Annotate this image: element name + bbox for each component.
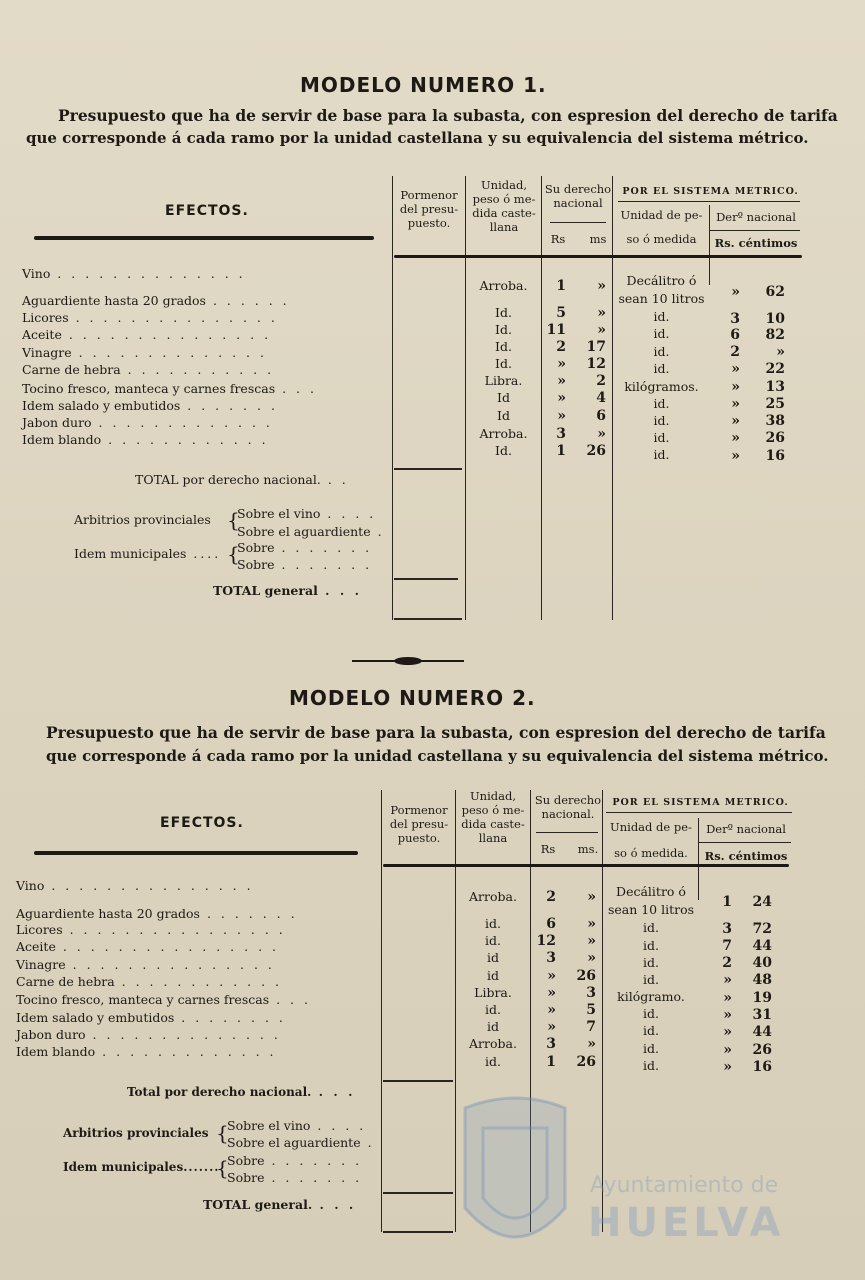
model-2-col-divider [381,790,382,1232]
model-2-rs-cell: » [547,1002,556,1018]
model-2-title: MODELO NUMERO 2. [289,686,536,710]
brace-icon: { [216,1121,229,1145]
model-2-final-rule [383,1231,453,1233]
model-1-mcent-cell: 13 [765,379,785,395]
model-1-ms-cell: » [597,305,606,321]
model-1-total-general: TOTAL general . . . [213,583,362,598]
model-2-metric-cell: id. [643,1006,659,1021]
model-2-unidad-cell: id. [485,916,501,931]
model-1-header-bottom-rule [394,255,802,258]
model-1-col-divider [392,176,393,620]
model-1-unidad-cell: Libra. [484,373,523,388]
list-item: Licores . . . . . . . . . . . . . . . . [16,922,286,937]
suderecho-line: nacional. [541,807,595,821]
model-2-mrs-cell: » [723,1042,732,1058]
model-2-sobre-vino: Sobre el vino . . . . [227,1118,367,1133]
model-2-ms-cell: 3 [586,985,596,1001]
model-2-mrs-cell: 3 [722,921,732,937]
model-2-mcent-cell: 48 [752,972,772,988]
list-item: Carne de hebra . . . . . . . . . . . [22,362,275,377]
model-2-mcent-cell: 24 [752,894,772,910]
model-2-rs-cell: 2 [546,889,556,905]
model-1-unidad-cell: Id. [495,443,512,458]
model-1-unidad-cell: Id [497,390,510,405]
model-2-unidad-cell: Arroba. [469,889,517,904]
model-1-suderecho-rule [550,222,606,223]
model-2-arbitrios: Arbitrios provinciales [63,1126,209,1140]
model-1-rs-cell: 11 [546,322,566,338]
pormenor-line: Pormenor [390,803,448,817]
model-1-unidad-header [467,178,541,234]
list-item: Idem blando . . . . . . . . . . . . [22,432,269,447]
suderecho-line: Su derecho [534,793,602,807]
model-2-header-rule [34,851,358,855]
model-2-rs-cell: 3 [546,1036,556,1052]
unidad-line: Unidad, [480,178,527,192]
model-2-ms-header: ms. [577,842,599,856]
model-1-rs-cell: » [557,356,566,372]
model-1-metric-cell: sean 10 litros [618,291,705,306]
list-item: Idem salado y embutidos . . . . . . . [22,398,278,413]
list-item: Jabon duro . . . . . . . . . . . . . [22,415,273,430]
model-2-metric-cell: id. [643,972,659,987]
model-2-total-general: TOTAL general. . . . [203,1197,357,1212]
pormenor-line: del presu- [389,817,449,831]
model-2-ms-cell: » [587,1036,596,1052]
model-2-pormenor-header [383,803,455,845]
model-2-unidad-cell: id. [485,933,501,948]
model-2-mcent-cell: 26 [752,1042,772,1058]
model-1-suderecho-header [543,182,613,210]
model-2-sobre-2: Sobre . . . . . . . [227,1170,363,1185]
list-item: Vinagre . . . . . . . . . . . . . . [22,345,267,360]
model-2-metric-cell: kilógramo. [617,989,685,1004]
model-1-rs-header: Rs [550,232,566,246]
model-1-ms-header: ms [589,232,607,246]
model-2-ms-cell: 26 [576,968,596,984]
list-item: Carne de hebra . . . . . . . . . . . . [16,974,283,989]
model-2-intro-line-2: que corresponde á cada ramo por la unidad castellana y su equivalencia del sistema métrico. [46,747,829,765]
model-1-sum-rule [394,578,458,580]
model-1-metric-cell: id. [653,344,670,359]
model-2-sistema-rule [606,812,792,813]
model-1-rs-cell: » [557,390,566,406]
model-2-sum-rule [383,1192,453,1194]
model-2-suderecho-header [532,793,604,821]
model-1-metric-cell: Decálitro ó [626,273,697,288]
model-2-efectos-header: EFECTOS. [160,815,244,831]
model-1-rscent-header: Rs. céntimos [714,236,798,250]
model-1-rs-cell: 3 [556,426,566,442]
model-1-der-rule [710,230,800,231]
model-2-rs-header: Rs [540,842,556,856]
model-1-metric-cell: id. [653,413,670,428]
model-2-mrs-cell: 7 [722,938,732,954]
list-item: Vinagre . . . . . . . . . . . . . . . [16,957,275,972]
model-1-col-divider [612,176,613,620]
brace-icon: { [227,542,240,566]
model-1-ms-cell: 2 [596,373,606,389]
unidad-line: dida caste- [461,817,525,831]
model-1-ms-cell: 6 [596,408,606,424]
model-2-unidad-cell: id. [485,1002,501,1017]
model-1-col-divider [709,205,710,285]
model-2-total-nacional: Total por derecho nacional. . . . [127,1084,356,1099]
list-item: Aguardiente hasta 20 grados . . . . . . . [16,906,298,921]
model-2-col-divider [602,790,603,1232]
model-1-mcent-cell: 62 [765,284,785,300]
model-2-metric-cell: id. [643,1023,659,1038]
model-2-mcent-cell: 44 [752,1024,772,1040]
model-2-rs-cell: 1 [546,1054,556,1070]
model-2-mrs-cell: » [723,990,732,1006]
model-2-metric-cell: Decálitro ó [616,884,686,899]
model-1-metric-cell: id. [653,361,670,376]
model-1-mcent-cell: 38 [765,413,785,429]
model-2-rscent-header: Rs. céntimos [704,849,788,863]
model-1-metric-cell: id. [653,447,670,462]
model-1-mrs-cell: 6 [730,327,740,343]
watermark-line-2: HUELVA [588,1200,785,1246]
model-2-rs-cell: 6 [546,916,556,932]
model-2-mrs-cell: » [723,1007,732,1023]
list-item: Jabon duro . . . . . . . . . . . . . . [16,1027,281,1042]
model-1-idem-municipales: Idem municipales .... [74,546,222,561]
model-2-der-header: Derº nacional [706,822,786,836]
model-2-mcent-cell: 44 [752,938,772,954]
model-1-metric-cell: id. [653,309,670,324]
model-1-mrs-cell: 2 [730,344,740,360]
model-1-mrs-cell: » [731,361,740,377]
model-1-intro-line-2: que corresponde á cada ramo por la unidad castellana y su equivalencia del sistema métrico. [26,129,809,147]
model-2-sobre-1: Sobre . . . . . . . [227,1153,363,1168]
pormenor-line: puesto. [407,216,451,230]
brace-icon: { [227,508,240,532]
model-1-rs-cell: » [557,373,566,389]
model-1-mcent-cell: 16 [765,448,785,464]
model-1-metric-cell: kilógramos. [624,379,699,394]
unidadpe-line: so ó medida [626,232,697,246]
model-1-unidad-cell: Arroba. [479,278,528,293]
model-1-rs-cell: 2 [556,339,566,355]
model-1-intro-line-1: Presupuesto que ha de servir de base para la subasta, con espresion del derecho de tarifa [58,106,838,125]
model-1-mcent-cell: 22 [765,361,785,377]
model-2-mcent-cell: 16 [752,1059,772,1075]
model-2-rs-cell: » [547,985,556,1001]
model-1-mcent-cell: 10 [765,311,785,327]
model-1-ms-cell: 12 [586,356,606,372]
model-2-metric-cell: id. [643,920,659,935]
model-2-metric-cell: sean 10 litros [607,902,695,917]
model-1-unidad-cell: Arroba. [479,426,528,441]
model-2-ms-cell: 5 [586,1002,596,1018]
list-item: Licores . . . . . . . . . . . . . . . [22,310,278,325]
model-2-metric-cell: id. [643,1041,659,1056]
model-1-rs-cell: 1 [556,443,566,459]
model-1-mrs-cell: 3 [730,311,740,327]
suderecho-line: Su derecho [544,182,612,196]
pormenor-line: del presu- [399,202,459,216]
model-2-unidadpe-header [604,820,698,860]
model-1-mcent-cell: 82 [765,327,785,343]
unidad-line: llana [478,831,508,845]
model-2-der-rule [699,842,791,843]
model-1-sum-rule [394,468,462,470]
model-1-arbitrios: Arbitrios provinciales [74,512,211,527]
model-1-ms-cell: » [597,322,606,338]
model-1-ms-cell: » [597,426,606,442]
model-1-rs-cell: 5 [556,305,566,321]
model-1-sobre-1: Sobre . . . . . . . [237,540,373,555]
model-1-unidad-cell: Id. [495,322,512,337]
model-2-ms-cell: 26 [576,1054,596,1070]
model-2-unidad-cell: id [487,950,499,965]
model-2-unidad-cell: id [487,1019,499,1034]
model-1-metric-cell: id. [653,430,670,445]
model-1-mrs-cell: » [731,448,740,464]
model-1-unidad-cell: Id [497,408,510,423]
model-1-ms-cell: » [597,278,606,294]
model-1-metric-cell: id. [653,396,670,411]
watermark-line-1: Ayuntamiento de [590,1173,779,1198]
model-1-col-divider [541,176,542,620]
model-2-mcent-cell: 31 [752,1007,772,1023]
model-2-unidad-cell: Libra. [474,985,512,1000]
model-1-mrs-cell: » [731,379,740,395]
model-2-ms-cell: » [587,889,596,905]
list-item: Idem salado y embutidos . . . . . . . . [16,1010,286,1025]
unidadpe-line: so ó medida. [614,846,688,860]
model-2-rs-cell: 3 [546,950,556,966]
model-2-intro-line-1: Presupuesto que ha de servir de base para la subasta, con espresion del derecho de tarifa [46,723,826,742]
unidadpe-line: Unidad de pe- [610,820,692,834]
coat-of-arms-watermark [455,1088,575,1266]
list-item: Tocino fresco, manteca y carnes frescas . . . [22,381,317,396]
unidad-line: peso ó me- [472,192,536,206]
model-1-ms-cell: 4 [596,390,606,406]
list-item: Vino . . . . . . . . . . . . . . . [16,878,254,893]
model-2-mrs-cell: » [723,1059,732,1075]
model-1-ms-cell: 26 [586,443,606,459]
model-2-mcent-cell: 72 [752,921,772,937]
model-1-ms-cell: 17 [586,339,606,355]
model-1-rs-cell: » [557,408,566,424]
model-2-metric-cell: id. [643,938,659,953]
model-1-sobre-vino: Sobre el vino . . . . [237,506,377,521]
suderecho-line: nacional [553,196,603,210]
model-2-sobre-aguardiente: Sobre el aguardiente . [227,1135,375,1150]
model-1-efectos-header: EFECTOS. [165,203,249,219]
unidad-line: llana [489,220,519,234]
model-2-mrs-cell: » [723,972,732,988]
unidad-line: peso ó me- [461,803,525,817]
model-2-suderecho-rule [536,832,598,833]
model-2-mcent-cell: 40 [752,955,772,971]
list-item: Aceite . . . . . . . . . . . . . . . . [16,939,279,954]
model-2-ms-cell: » [587,916,596,932]
model-2-rs-cell: 12 [536,933,556,949]
model-2-rs-cell: » [547,1019,556,1035]
model-1-sistema-rule [618,201,800,202]
unidadpe-line: Unidad de pe- [620,208,703,222]
model-2-ms-cell: » [587,933,596,949]
brace-icon: { [216,1156,229,1180]
model-1-pormenor-header [394,188,464,230]
model-1-unidad-cell: Id. [495,356,512,371]
ornament-divider [352,653,464,667]
model-1-mrs-cell: » [731,430,740,446]
model-2-mrs-cell: 1 [722,894,732,910]
model-1-sistema-header: POR EL SISTEMA METRICO. [622,186,799,197]
model-2-rs-cell: » [547,968,556,984]
model-2-mcent-cell: 19 [752,990,772,1006]
pormenor-line: puesto. [397,831,441,845]
model-1-title: MODELO NUMERO 1. [300,73,547,97]
list-item: Idem blando . . . . . . . . . . . . . [16,1044,277,1059]
model-2-col-divider [698,818,699,900]
model-1-mrs-cell: » [731,284,740,300]
model-2-mrs-cell: » [723,1024,732,1040]
unidad-line: Unidad, [469,789,516,803]
model-2-sum-rule [383,1080,453,1082]
model-2-unidad-cell: id. [485,1054,501,1069]
model-1-mcent-cell: » [776,344,785,360]
model-1-mrs-cell: » [731,413,740,429]
model-2-unidad-cell: id [487,968,499,983]
list-item: Vino . . . . . . . . . . . . . . [22,266,246,281]
model-1-der-header: Derº nacional [716,210,796,224]
model-1-rs-cell: 1 [556,278,566,294]
model-2-sistema-header: POR EL SISTEMA METRICO. [612,797,789,808]
model-2-unidad-cell: Arroba. [469,1036,517,1051]
model-2-idem-municipales: Idem municipales....... [63,1160,220,1174]
unidad-line: dida caste- [472,206,536,220]
model-1-unidadpe-header [614,208,709,246]
model-2-metric-cell: id. [643,955,659,970]
model-1-unidad-cell: Id. [495,339,512,354]
model-1-total-nacional: TOTAL por derecho nacional. . . [135,472,349,487]
model-1-sobre-aguardiente: Sobre el aguardiente . [237,524,385,539]
model-2-ms-cell: » [587,950,596,966]
model-1-final-rule [394,618,462,620]
pormenor-line: Pormenor [400,188,458,202]
model-1-sobre-2: Sobre . . . . . . . [237,557,373,572]
model-1-mrs-cell: » [731,396,740,412]
model-1-unidad-cell: Id. [495,305,512,320]
model-1-mcent-cell: 25 [765,396,785,412]
model-1-metric-cell: id. [653,326,670,341]
list-item: Tocino fresco, manteca y carnes frescas . . . [16,992,311,1007]
model-2-mrs-cell: 2 [722,955,732,971]
list-item: Aceite . . . . . . . . . . . . . . . [22,327,272,342]
list-item: Aguardiente hasta 20 grados . . . . . . [22,293,290,308]
model-2-ms-cell: 7 [586,1019,596,1035]
model-2-metric-cell: id. [643,1058,659,1073]
model-1-mcent-cell: 26 [765,430,785,446]
model-1-header-rule [34,236,374,240]
model-2-header-bottom-rule [383,864,789,867]
model-2-unidad-header [456,789,530,845]
